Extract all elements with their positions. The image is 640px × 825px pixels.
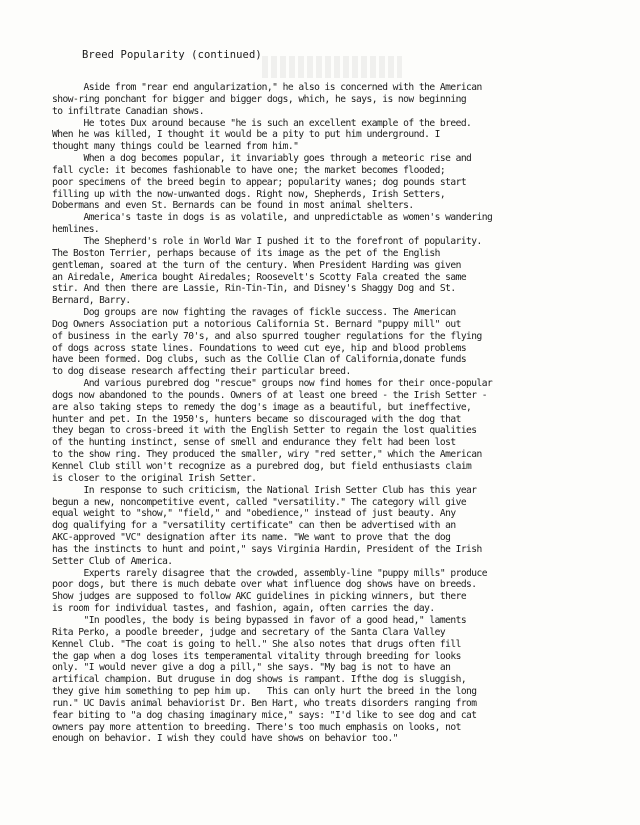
body-line: Aside from "rear end angularization," he also is concerned with the American (52, 82, 482, 93)
body-line: dogs now abandoned to the pounds. Owners of at least one breed - the Irish Setter - (52, 389, 488, 401)
body-line: The Shepherd's role in World War I pushed it to the forefront of popularity. (52, 235, 482, 247)
body-line: Rita Perko, a poodle breeder, judge and secretary of the Santa Clara Valley (52, 626, 446, 638)
body-line: Show judges are supposed to follow AKC guidelines in picking winners, but there (52, 591, 467, 603)
body-line: dog qualifying for a "versatility certificate" can then be advertised with an (52, 520, 456, 532)
body-line: And various purebred dog "rescue" groups now find homes for their once-popular (52, 378, 493, 390)
body-line: hemlines. (52, 224, 100, 236)
body-line: are also taking steps to remedy the dog's image as a beautiful, but ineffective, (52, 401, 472, 413)
body-line: of the hunting instinct, sense of smell and endurance they felt had been lost (52, 437, 456, 449)
body-line: stir. And then there are Lassie, Rin-Tin-Tin, and Disney's Shaggy Dog and St. (52, 283, 456, 295)
body-line: an Airedale, America bought Airedales; Roosevelt's Scotty Fala created the same (52, 271, 467, 283)
document-title: Breed Popularity (continued) (82, 49, 262, 61)
body-line: When a dog becomes popular, it invariably goes through a meteoric rise and (52, 153, 472, 165)
body-line: Setter Club of America. (52, 555, 173, 567)
bleed-through-smudge (262, 56, 402, 78)
body-line: In response to such criticism, the National Irish Setter Club has this year (52, 484, 477, 496)
body-line: Dog Owners Association put a notorious California St. Bernard "puppy mill" out (52, 318, 461, 330)
body-line: fall cycle: it becomes fashionable to have one; the market becomes flooded; (52, 164, 446, 176)
body-line: they began to cross-breed it with the English Setter to regain the lost qualities (52, 425, 477, 437)
body-line: When he was killed, I thought it would be a pity to put him underground. I (52, 129, 440, 141)
body-line: gentleman, soared at the turn of the century. When President Harding was given (52, 259, 461, 271)
body-line: Dobermans and even St. Bernards can be found in most animal shelters. (52, 200, 414, 212)
body-line: Kennel Club still won't recognize as a purebred dog, but field enthusiasts claim (52, 461, 472, 472)
body-line: fear biting to "a dog chasing imaginary mice," says: "I'd like to see dog and cat (52, 709, 477, 721)
body-line: they give him something to pep him up. This can only hurt the breed in the long (52, 686, 477, 698)
body-line: of business in the early 70's, and also spurred tougher regulations for the flying (52, 330, 482, 342)
body-line: poor specimens of the breed begin to appear; popularity wanes; dog pounds start (52, 176, 467, 188)
body-line: enough on behavior. I wish they could have shows on behavior too." (52, 733, 398, 745)
body-line: show-ring ponchant for bigger and bigger dogs, which, he says, is now beginning (52, 93, 467, 105)
body-line: to the show ring. They produced the smaller, wiry "red setter," which the American (52, 449, 482, 461)
body-line: to infiltrate Canadian shows. (52, 105, 205, 117)
body-line: have been formed. Dog clubs, such as the Collie Clan of California,donate funds (52, 354, 467, 366)
body-line: only. "I would never give a dog a pill," she says. "My bag is not to have an (52, 662, 451, 674)
body-line: has the instincts to hunt and point," says Virginia Hardin, President of the Irish (52, 543, 482, 555)
body-line: Bernard, Barry. (52, 295, 131, 307)
body-line: of dogs across state lines. Foundations to weed cut eye, hip and blood problems (52, 342, 467, 354)
body-line: run." UC Davis animal behaviorist Dr. Ben Hart, who treats disorders ranging from (52, 697, 477, 709)
body-line: is closer to the original Irish Setter. (52, 472, 257, 484)
body-line: is room for individual tastes, and fashion, again, often carries the day. (52, 603, 435, 615)
body-line: artifical champion. But druguse in dog shows is rampant. Ifthe dog is sluggish, (52, 674, 467, 686)
document-body (52, 82, 628, 745)
body-line: Dog groups are now fighting the ravages of fickle success. The American (52, 307, 456, 319)
body-line: He totes Dux around because "he is such an excellent example of the breed. (52, 117, 472, 129)
body-line: AKC-approved "VC" designation after its name. "We want to prove that the dog (52, 532, 451, 544)
body-line: the gap when a dog loses its temperamental vitality through breeding for looks (52, 650, 461, 662)
body-line: filling up with the now-unwanted dogs. Right now, Shepherds, Irish Setters, (52, 188, 446, 200)
body-line: begun a new, noncompetitive event, called "versatility." The category will give (52, 496, 467, 508)
body-line: poor dogs, but there is much debate over what influence dog shows have on breeds. (52, 579, 477, 591)
body-line: hunter and pet. In the 1950's, hunters became so discouraged with the dog that (52, 413, 461, 425)
body-line: to dog disease research affecting their particular breed. (52, 366, 351, 378)
body-line: Experts rarely disagree that the crowded, assembly-line "puppy mills" produce (52, 567, 488, 579)
body-line: The Boston Terrier, perhaps because of its image as the pet of the English (52, 247, 440, 259)
body-line: thought many things could be learned from him." (52, 141, 299, 153)
body-line: Kennel Club. "The coat is going to hell." She also notes that drugs often fill (52, 638, 461, 650)
body-line: owners pay more attention to breeding. There's too much emphasis on looks, not (52, 721, 461, 733)
body-line: "In poodles, the body is being bypassed in favor of a good head," laments (52, 614, 467, 626)
body-line: America's taste in dogs is as volatile, and unpredictable as women's wandering (52, 212, 493, 224)
body-line: equal weight to "show," "field," and "obedience," instead of just beauty. Any (52, 508, 456, 520)
